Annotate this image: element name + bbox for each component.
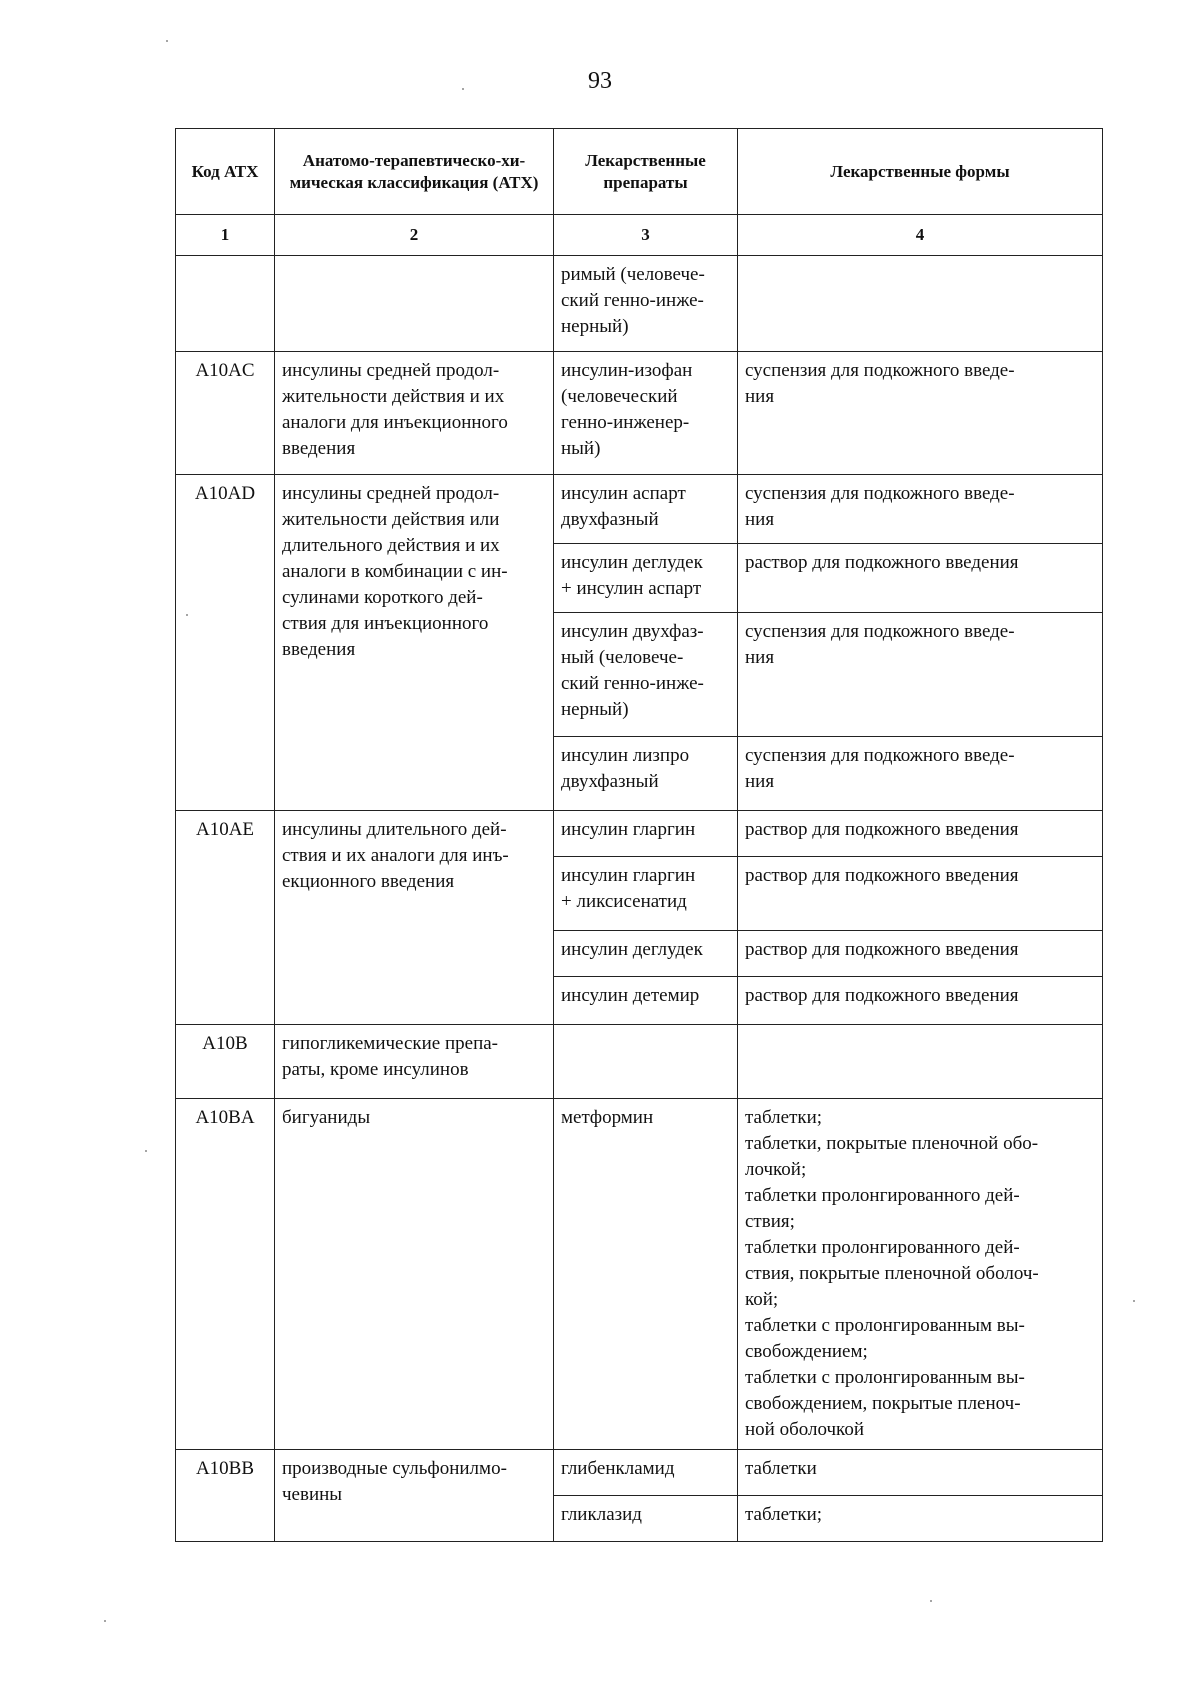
drug-cell: метформин [554,1099,738,1450]
drug-cell: инсулин двухфаз- ный (человече- ский генно-инже- нерный) [554,613,738,737]
code-cell [176,256,275,352]
form-cell: суспензия для подкожного введе- ния [738,475,1103,544]
header-drugs: Лекарственные препараты [554,129,738,215]
table-row [176,475,1103,544]
class-cell: инсулины средней продол- жительности действия или длительного действия и их аналоги в комбинации с ин- сулинами короткого дей- ствия для инъекционного введения [275,475,554,811]
header-dosage-forms: Лекарственные формы [738,129,1103,215]
form-cell: таблетки [738,1450,1103,1496]
column-number: 3 [554,215,738,256]
scan-speckle [186,614,188,616]
scan-speckle [462,88,464,90]
drug-cell: инсулин детемир [554,977,738,1025]
drug-cell: инсулин аспарт двухфазный [554,475,738,544]
class-cell: инсулины средней продол- жительности действия и их аналоги для инъекционного введения [275,352,554,475]
code-cell: A10BA [176,1099,275,1450]
header-code-atx: Код АТХ [176,129,275,215]
drug-cell: римый (человече- ский генно-инже- нерный) [554,256,738,352]
table-row [176,256,1103,352]
code-cell: A10AD [176,475,275,811]
page-number: 93 [588,68,612,94]
scan-speckle [930,1600,932,1602]
scan-speckle [145,1150,147,1152]
column-number: 4 [738,215,1103,256]
form-cell: суспензия для подкожного введе- ния [738,352,1103,475]
table-row [176,352,1103,475]
column-number-row [176,215,1103,256]
form-cell: суспензия для подкожного введе- ния [738,737,1103,811]
drug-cell: глибенкламид [554,1450,738,1496]
form-cell: таблетки; [738,1496,1103,1542]
header-atx-classification: Анатомо-терапевтическо-хи- мическая классификация (АТХ) [275,129,554,215]
form-cell: суспензия для подкожного введе- ния [738,613,1103,737]
table-row [176,1099,1103,1450]
drug-cell: инсулин деглудек [554,931,738,977]
class-cell: производные сульфонилмо- чевины [275,1450,554,1542]
scan-speckle [1133,1300,1135,1302]
form-cell: таблетки; таблетки, покрытые пленочной обо- лочкой; таблетки пролонгированного дей- ствия; таблетки пролонгированного дей- ствия, покрытые пленочной оболоч- кой; таблетки с пролонгированным вы- свобождением; таблетки с пролонгированным вы- свобождением, покрытые пленоч- ной оболочкой [738,1099,1103,1450]
table-row [176,1025,1103,1099]
form-cell: раствор для подкожного введения [738,544,1103,613]
column-number: 1 [176,215,275,256]
column-number: 2 [275,215,554,256]
code-cell: A10AE [176,811,275,1025]
form-cell: раствор для подкожного введения [738,857,1103,931]
code-cell: A10BB [176,1450,275,1542]
drug-cell: инсулин гларгин [554,811,738,857]
drug-cell [554,1025,738,1099]
class-cell: гипогликемические препа- раты, кроме инсулинов [275,1025,554,1099]
class-cell: инсулины длительного дей- ствия и их аналоги для инъ- екционного введения [275,811,554,1025]
drug-cell: гликлазид [554,1496,738,1542]
table-header-row [176,129,1103,215]
form-cell [738,256,1103,352]
code-cell: A10AC [176,352,275,475]
table-row [176,811,1103,857]
drug-cell: инсулин гларгин + ликсисенатид [554,857,738,931]
drug-cell: инсулин-изофан (человеческий генно-инженер- ный) [554,352,738,475]
drug-cell: инсулин лизпро двухфазный [554,737,738,811]
atx-classification-table [175,128,1103,1542]
form-cell: раствор для подкожного введения [738,977,1103,1025]
class-cell: бигуаниды [275,1099,554,1450]
scan-speckle [166,40,168,42]
class-cell [275,256,554,352]
form-cell: раствор для подкожного введения [738,811,1103,857]
form-cell: раствор для подкожного введения [738,931,1103,977]
drug-cell: инсулин деглудек + инсулин аспарт [554,544,738,613]
code-cell: A10B [176,1025,275,1099]
table-row [176,1450,1103,1496]
form-cell [738,1025,1103,1099]
scan-speckle [104,1620,106,1622]
